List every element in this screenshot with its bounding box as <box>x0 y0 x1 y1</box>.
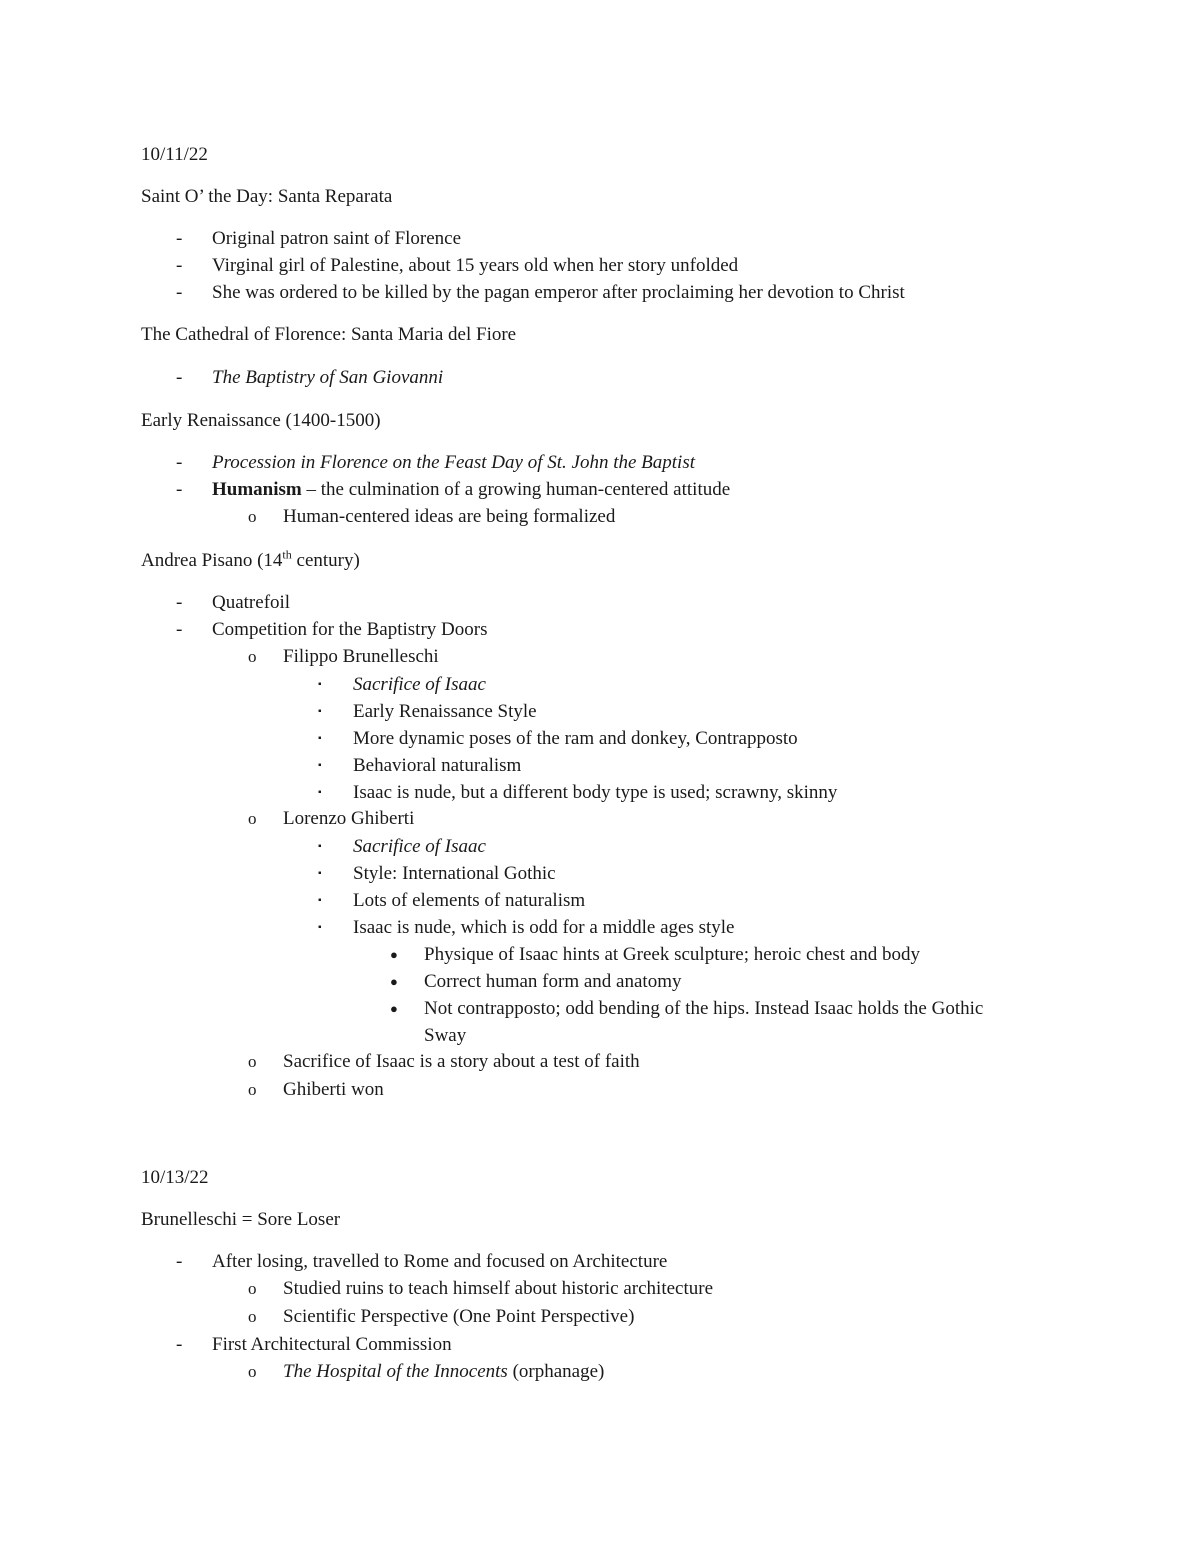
list-item: Early Renaissance Style <box>353 701 537 722</box>
list-item: Sacrifice of Isaac <box>353 836 486 857</box>
circle-bullet: o <box>248 1307 257 1326</box>
dash-bullet: - <box>176 619 183 640</box>
dash-bullet: - <box>176 1251 183 1272</box>
list-item: Competition for the Baptistry Doors <box>212 619 488 640</box>
list-item: Lorenzo Ghiberti <box>283 808 415 829</box>
square-bullet: ▪ <box>318 787 322 798</box>
list-item: The Baptistry of San Giovanni <box>212 367 444 388</box>
list-item: Behavioral naturalism <box>353 755 522 776</box>
list-item: Correct human form and anatomy <box>424 971 682 992</box>
list-item: After losing, travelled to Rome and focused on Architecture <box>212 1251 668 1272</box>
square-bullet: ▪ <box>318 760 322 771</box>
list-item: Studied ruins to teach himself about historic architecture <box>283 1278 714 1299</box>
dash-bullet: - <box>176 452 183 473</box>
list-item: Lots of elements of naturalism <box>353 890 586 911</box>
list-item: Not contrapposto; odd bending of the hips. Instead Isaac holds the Gothic <box>424 998 984 1019</box>
date-heading: 10/11/22 <box>141 144 208 165</box>
dash-bullet: - <box>176 282 183 303</box>
square-bullet: ▪ <box>318 706 322 717</box>
dash-bullet: - <box>176 228 183 249</box>
date-heading: 10/13/22 <box>141 1167 209 1188</box>
cathedral-heading: The Cathedral of Florence: Santa Maria del Fiore <box>141 324 517 345</box>
dash-bullet: - <box>176 367 183 388</box>
circle-bullet: o <box>248 1080 257 1099</box>
list-item: More dynamic poses of the ram and donkey, Contrapposto <box>353 728 798 749</box>
square-bullet: ▪ <box>318 733 322 744</box>
dot-bullet: ● <box>390 974 398 989</box>
list-item: Sacrifice of Isaac <box>353 674 486 695</box>
list-item: Sacrifice of Isaac is a story about a test of faith <box>283 1051 640 1072</box>
list-item: Physique of Isaac hints at Greek sculpture; heroic chest and body <box>424 944 920 965</box>
dot-bullet: ● <box>390 1001 398 1016</box>
list-item: Scientific Perspective (One Point Perspective) <box>283 1306 635 1327</box>
dot-bullet: ● <box>390 947 398 962</box>
list-item: Style: International Gothic <box>353 863 556 884</box>
square-bullet: ▪ <box>318 679 322 690</box>
list-item: She was ordered to be killed by the pagan emperor after proclaiming her devotion to Christ <box>212 282 905 303</box>
list-item: Filippo Brunelleschi <box>283 646 439 667</box>
list-item: The Hospital of the Innocents (orphanage) <box>283 1361 605 1382</box>
pisano-heading: Andrea Pisano (14th century) <box>141 547 360 571</box>
dash-bullet: - <box>176 255 183 276</box>
early-renaissance-heading: Early Renaissance (1400-1500) <box>141 410 381 431</box>
circle-bullet: o <box>248 1362 257 1381</box>
list-item: Isaac is nude, which is odd for a middle ages style <box>353 917 735 938</box>
square-bullet: ▪ <box>318 841 322 852</box>
list-item: Virginal girl of Palestine, about 15 years old when her story unfolded <box>212 255 739 276</box>
sore-loser-heading: Brunelleschi = Sore Loser <box>141 1209 341 1230</box>
list-item: Procession in Florence on the Feast Day of St. John the Baptist <box>212 452 695 473</box>
square-bullet: ▪ <box>318 895 322 906</box>
circle-bullet: o <box>248 809 257 828</box>
circle-bullet: o <box>248 1279 257 1298</box>
list-item-continuation: Sway <box>424 1025 467 1046</box>
square-bullet: ▪ <box>318 868 322 879</box>
list-item: Quatrefoil <box>212 592 291 613</box>
saint-heading: Saint O’ the Day: Santa Reparata <box>141 186 393 207</box>
circle-bullet: o <box>248 647 257 666</box>
circle-bullet: o <box>248 1052 257 1071</box>
circle-bullet: o <box>248 507 257 526</box>
list-item: Isaac is nude, but a different body type is used; scrawny, skinny <box>353 782 838 803</box>
dash-bullet: - <box>176 479 183 500</box>
list-item: Human-centered ideas are being formalized <box>283 506 616 527</box>
dash-bullet: - <box>176 592 183 613</box>
list-item: Humanism – the culmination of a growing human-centered attitude <box>212 479 731 500</box>
list-item: Original patron saint of Florence <box>212 228 462 249</box>
dash-bullet: - <box>176 1334 183 1355</box>
square-bullet: ▪ <box>318 922 322 933</box>
list-item: Ghiberti won <box>283 1079 384 1100</box>
list-item: First Architectural Commission <box>212 1334 452 1355</box>
